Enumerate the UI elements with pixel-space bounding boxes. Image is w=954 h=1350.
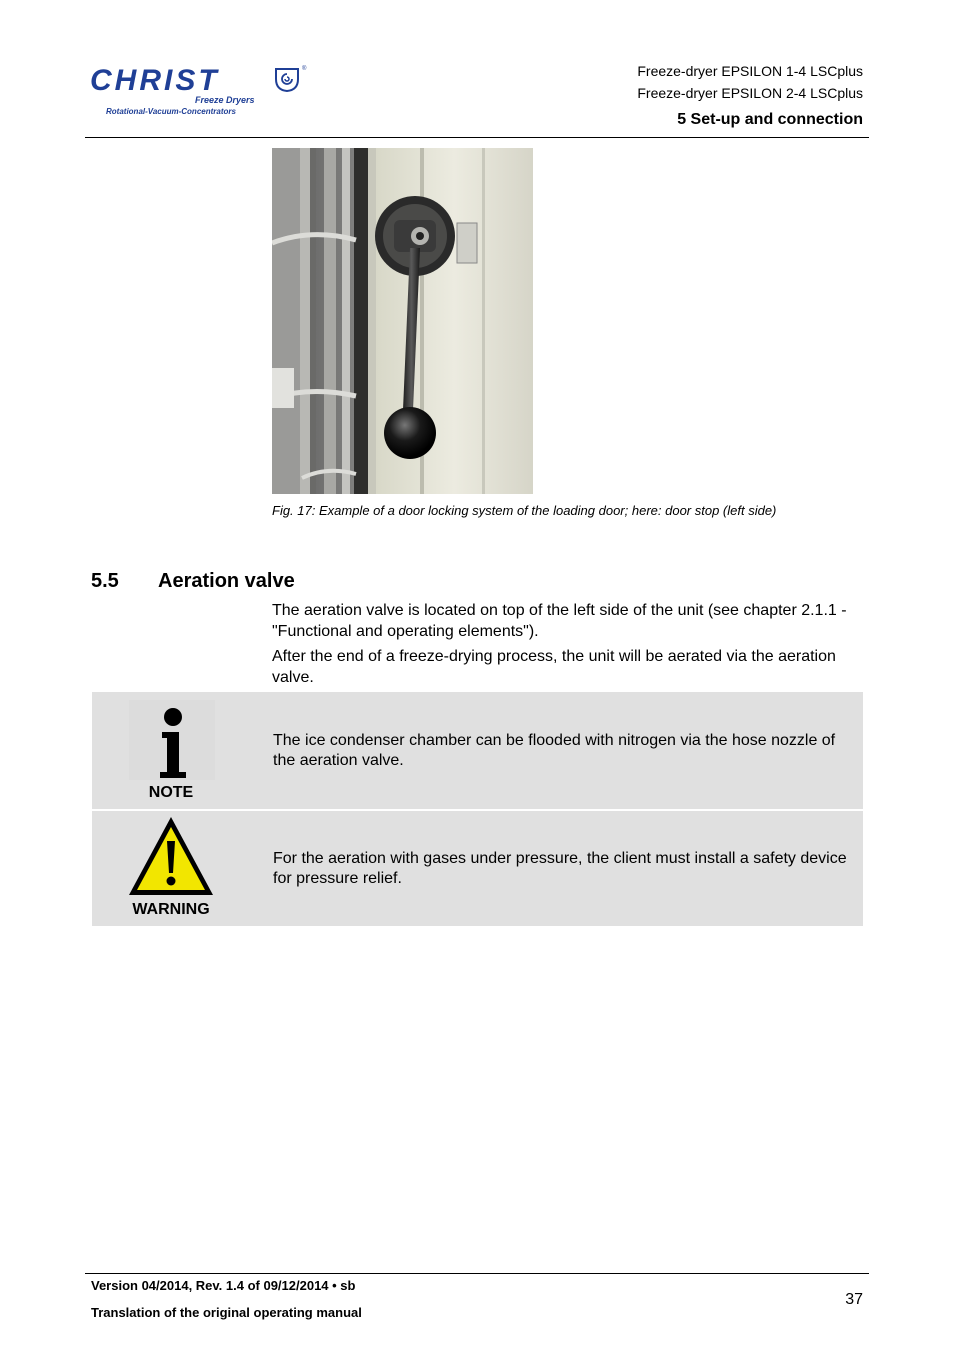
note-label: NOTE — [148, 784, 194, 801]
warning-label: WARNING — [132, 901, 210, 918]
header-chapter: 5 Set-up and connection — [677, 111, 863, 128]
section-paragraph-1: The aeration valve is located on top of the left side of the unit (see chapter 2.1.1 - "Functional and operating elements"). — [272, 602, 847, 640]
page-number: 37 — [845, 1291, 863, 1308]
christ-logo — [90, 62, 315, 118]
section-paragraph-2: After the end of a freeze-drying process, the unit will be aerated via the aeration valve. — [272, 648, 836, 686]
warning-text: For the aeration with gases under pressure, the client must install a safety device for pressure relief. — [273, 850, 847, 887]
header-product-2: Freeze-dryer EPSILON 2-4 LSCplus — [637, 85, 863, 101]
logo-registered-mark: ® — [302, 66, 307, 72]
figure-caption: Fig. 17: Example of a door locking system of the loading door; here: door stop (left side) — [272, 503, 777, 518]
logo-subtitle-2: Rotational-Vacuum-Concentrators — [106, 107, 236, 116]
logo-subtitle-1: Freeze Dryers — [195, 95, 255, 105]
warning-box — [92, 811, 863, 926]
footer-divider — [85, 1273, 869, 1274]
logo-wordmark: CHRIST — [90, 64, 220, 97]
header-divider — [85, 137, 869, 138]
footer-version: Version 04/2014, Rev. 1.4 of 09/12/2014 • sb — [91, 1278, 356, 1293]
info-icon — [129, 700, 215, 780]
door-lock-photo — [272, 148, 533, 494]
header-product-1: Freeze-dryer EPSILON 1-4 LSCplus — [637, 63, 863, 79]
note-text: The ice condenser chamber can be flooded with nitrogen via the hose nozzle of the aeration valve. — [273, 732, 836, 769]
warning-triangle-icon — [127, 815, 215, 897]
note-box — [92, 692, 863, 809]
footer-translation: Translation of the original operating manual — [91, 1305, 362, 1320]
section-number: 5.5 — [91, 570, 119, 592]
section-title: Aeration valve — [158, 570, 295, 592]
logo-emblem-icon — [274, 66, 300, 92]
